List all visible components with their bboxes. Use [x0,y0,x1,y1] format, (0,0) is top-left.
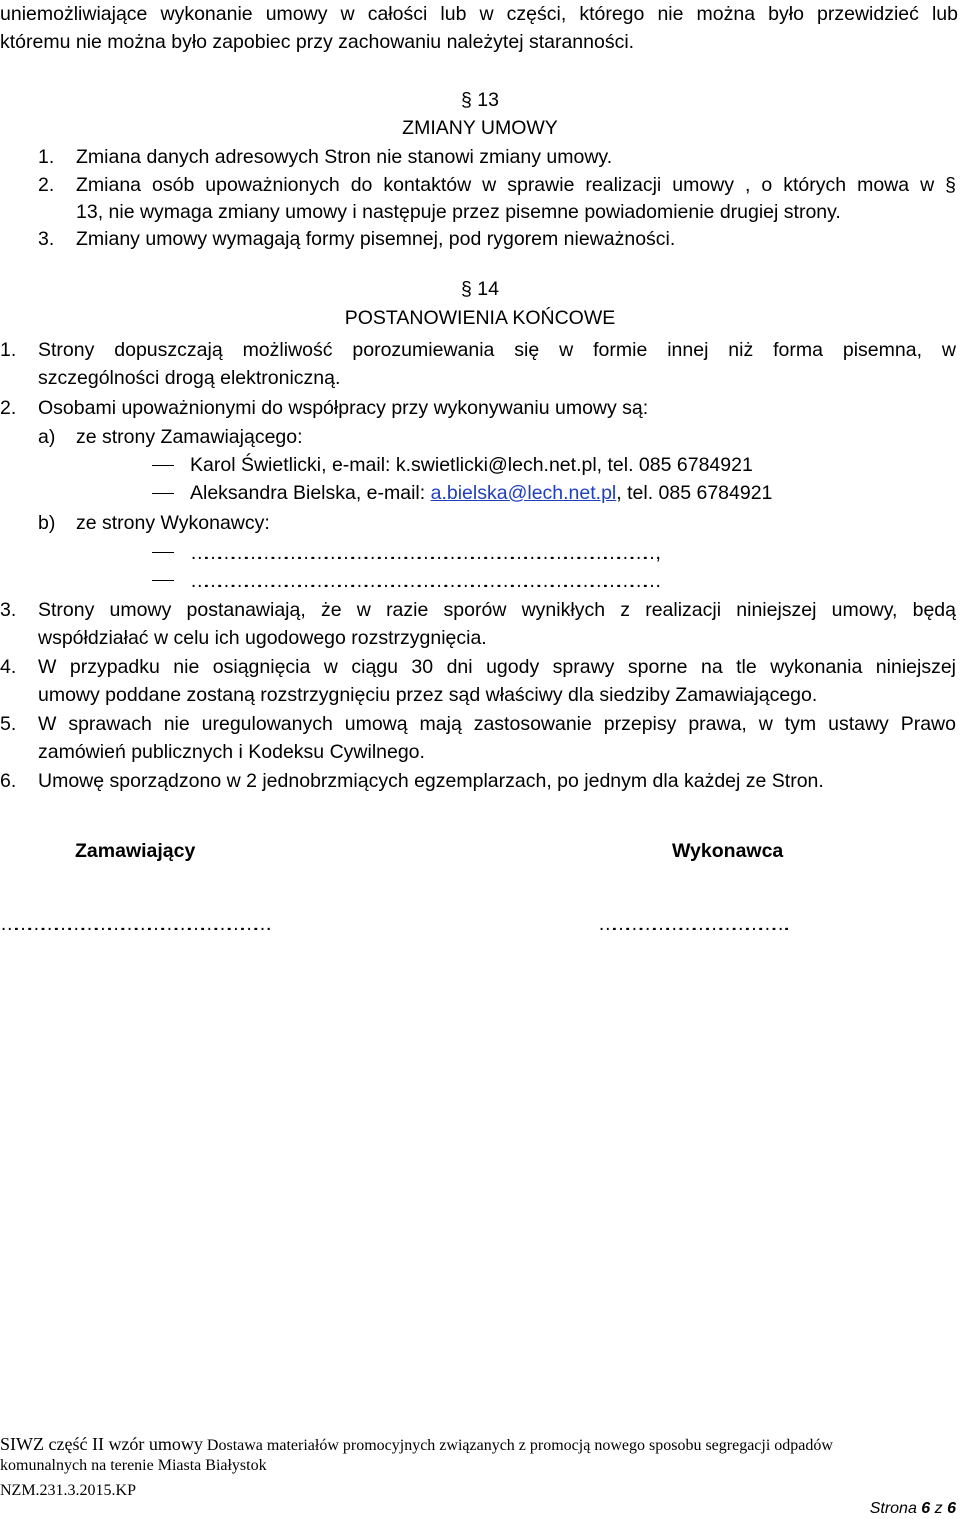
s13-item-2-line-2: 13, nie wymaga zmiany umowy i następuje przez pisemne powiadomienie drugiej strony. [76,201,841,223]
footer-subject: Dostawa materiałów promocyjnych związanych z promocją nowego sposobu segregacji odpadów [202,1437,833,1454]
section-13-title: ZMIANY UMOWY [402,117,558,139]
contractor-blank-2: …………………………………………………………………………………………… [190,570,656,592]
s14-item-1-line-1: Strony dopuszczają możliwość porozumiewania się w formie innej niż forma pisemna, w [38,339,956,361]
s14-item-4-line-2: umowy poddane zostaną rozstrzygnięciu przez sąd właściwy dla siedziby Zamawiającego. [38,684,818,706]
intro-line-2: któremu nie można było zapobiec przy zachowaniu należytej staranności. [0,31,635,53]
s14-item-1-line-2: szczególności drogą elektroniczną. [38,367,341,389]
s13-item-2-number: 2. [38,174,55,196]
s14-item-2-b-label: b) [38,512,56,534]
s14-item-5-line-2: zamówień publicznych i Kodeksu Cywilnego. [38,741,425,763]
section-14-title: POSTANOWIENIA KOŃCOWE [344,307,616,329]
s14-item-3-line-2: współdziałać w celu ich ugodowego rozstrzygnięcia. [38,627,487,649]
s14-item-4-number: 4. [0,656,17,678]
intro-line-1: uniemożliwiające wykonanie umowy w całości lub w części, którego nie można było przewidzieć lub [0,3,958,25]
page-number [870,1500,956,1518]
s13-item-3-number: 3. [38,228,55,250]
s14-item-6-text: Umowę sporządzono w 2 jednobrzmiących egzemplarzach, po jednym dla każdej ze Stron. [38,770,824,792]
footer-document-title [0,1433,833,1457]
s14-item-2-a-label: a) [38,426,56,448]
signature-label-ordering-party: Zamawiający [75,840,196,862]
footer-reference-number: NZM.231.3.2015.KP [0,1482,137,1499]
signature-label-contractor: Wykonawca [672,840,784,862]
section-13-number: § 13 [461,89,499,111]
dash-bullet-icon [152,465,174,466]
s14-item-4-line-1: W przypadku nie osiągnięcia w ciągu 30 dni ugody sprawy sporne na tle wykonania niniejszej [38,656,956,678]
page-number-prefix: Strona [869,1500,922,1517]
s14-item-2-b-text: ze strony Wykonawcy: [76,512,270,534]
dash-bullet-icon [152,580,174,581]
section-14-number: § 14 [461,278,499,300]
signature-line-ordering-party: ……………………………………………………. [0,913,266,935]
contact-person-2-email-link[interactable]: a.bielska@lech.net.pl [430,482,617,504]
s13-item-3-text: Zmiany umowy wymagają formy pisemnej, pod rygorem nieważności. [76,228,676,250]
contact-person-2 [190,479,772,507]
page-number-separator: z [930,1500,948,1517]
s14-item-6-number: 6. [0,770,17,792]
contractor-blank-1: ……………………………………………………………………………………………, [190,542,655,564]
footer-document-title-line-2: komunalnych na terenie Miasta Białystok [0,1457,267,1474]
s14-item-2-number: 2. [0,397,17,419]
contact-person-1: Karol Świetlicki, e-mail: k.swietlicki@lech.net.pl, tel. 085 6784921 [190,454,753,476]
s14-item-3-line-1: Strony umowy postanawiają, że w razie sporów wynikłych z realizacji niniejszej umowy, będą [38,599,956,621]
page-number-current: 6 [921,1500,931,1517]
dash-bullet-icon [152,493,174,494]
s14-item-5-number: 5. [0,713,17,735]
contact-person-2-name: Aleksandra Bielska, e-mail: [190,482,431,504]
s14-item-3-number: 3. [0,599,17,621]
s13-item-2-line-1: Zmiana osób upoważnionych do kontaktów w sprawie realizacji umowy , o których mowa w § [76,174,956,196]
s14-item-5-line-1: W sprawach nie uregulowanych umową mają zastosowanie przepisy prawa, w tym ustawy Prawo [38,713,956,735]
s14-item-1-number: 1. [0,339,17,361]
s13-item-1-number: 1. [38,146,55,168]
signature-line-contractor: …………………………………….. [598,913,783,935]
contact-person-2-phone: , tel. 085 6784921 [616,482,773,504]
s13-item-1-text: Zmiana danych adresowych Stron nie stanowi zmiany umowy. [76,146,613,168]
s14-item-2-a-text: ze strony Zamawiającego: [76,426,303,448]
footer-doc-type: SIWZ część II wzór umowy [0,1434,203,1454]
s14-item-2-text: Osobami upoważnionymi do współpracy przy wykonywaniu umowy są: [38,397,649,419]
dash-bullet-icon [152,552,174,553]
page-number-total: 6 [947,1500,956,1517]
